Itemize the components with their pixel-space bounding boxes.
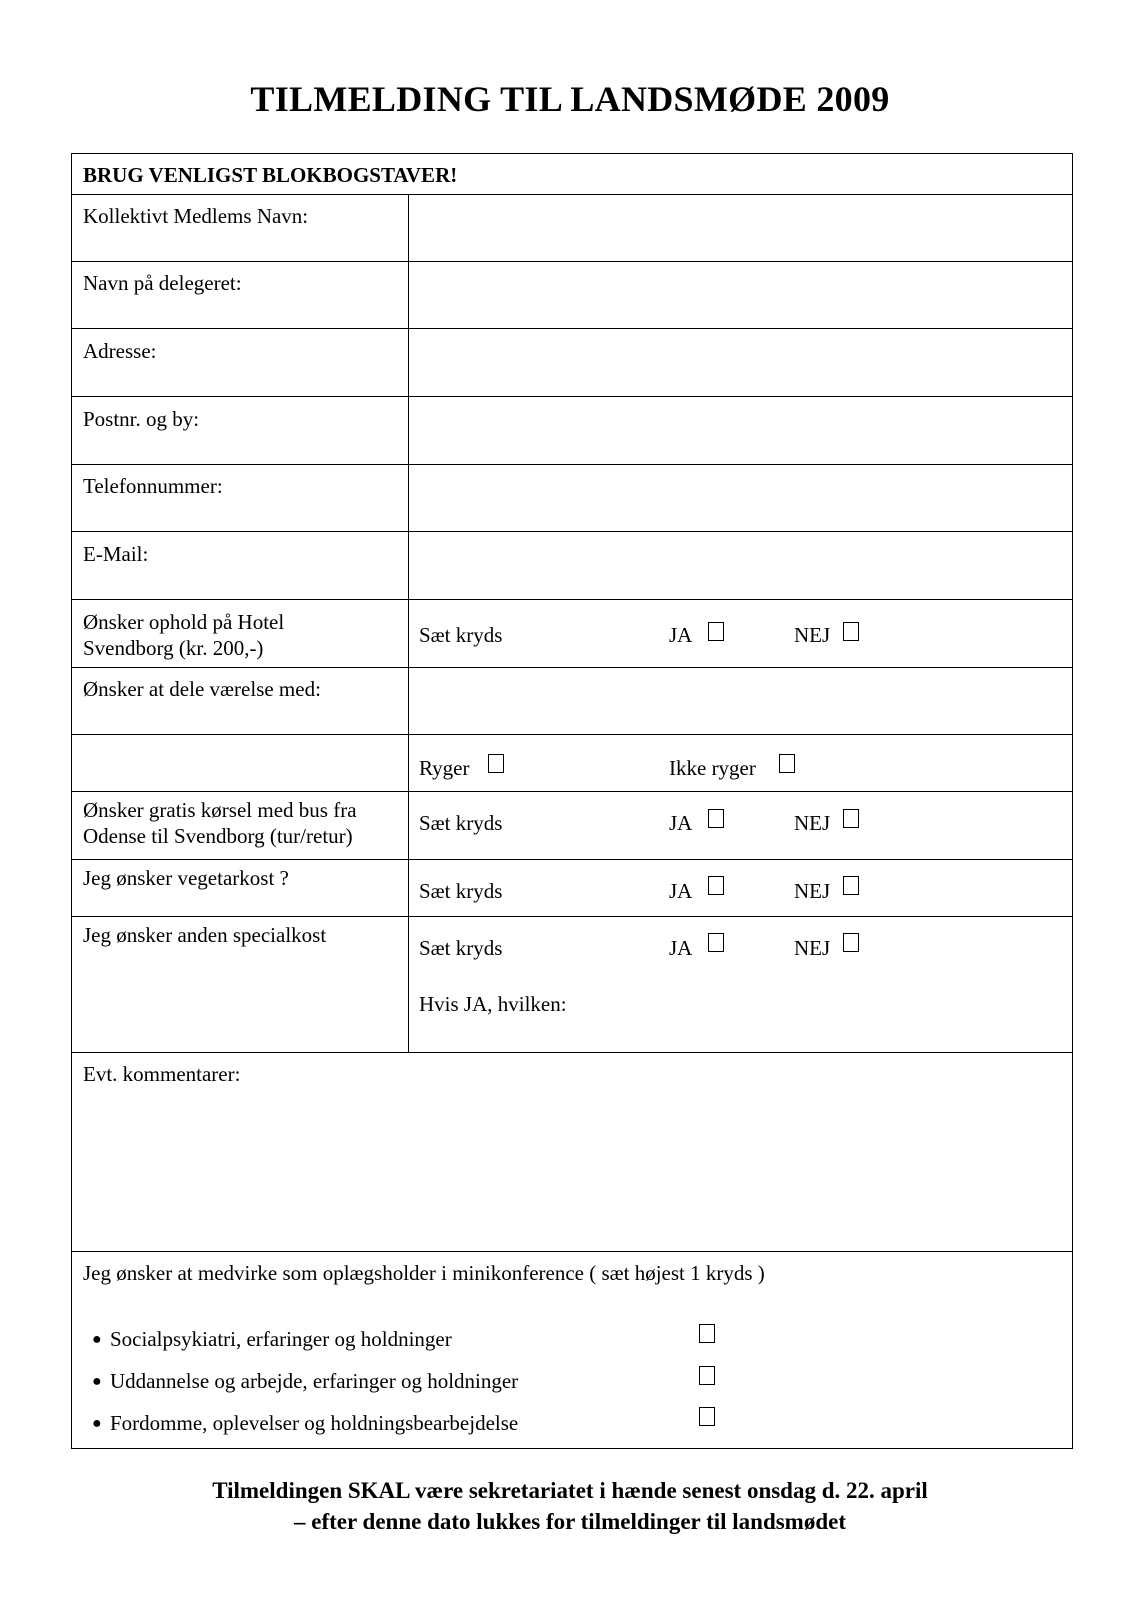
row-divider: [72, 859, 1072, 860]
row-divider: [72, 599, 1072, 600]
deadline-line-1: Tilmeldingen SKAL være sekretariatet i hænde senest onsdag d. 22. april: [212, 1478, 928, 1503]
speaker-option-2-label: Uddannelse og arbejde, erfaringer og holdninger: [110, 1369, 519, 1393]
speaker-option-1-label: Socialpsykiatri, erfaringer og holdninger: [110, 1327, 452, 1351]
row-divider: [72, 194, 1072, 195]
bus-label-line1: Ønsker gratis kørsel med bus fra: [83, 798, 357, 822]
row-divider: [72, 734, 1072, 735]
column-divider: [408, 194, 409, 1052]
special-diet-which-label: Hvis JA, hvilken:: [419, 992, 567, 1016]
hotel-label-line1: Ønsker ophold på Hotel: [83, 610, 285, 634]
bus-no-checkbox[interactable]: [843, 809, 859, 828]
bus-yes-checkbox[interactable]: [708, 809, 724, 828]
address-label: Adresse:: [83, 339, 157, 363]
page-title: TILMELDING TIL LANDSMØDE 2009: [250, 79, 890, 119]
bullet-icon: ●: [92, 1373, 102, 1390]
special-diet-mark-label: Sæt kryds: [419, 936, 503, 960]
bus-label-line2: Odense til Svendborg (tur/retur): [83, 824, 353, 848]
speaker-option-3-label: Fordomme, oplevelser og holdningsbearbejdelse: [110, 1411, 519, 1435]
vegetarian-yes-label: JA: [669, 879, 693, 903]
hotel-yes-checkbox[interactable]: [708, 622, 724, 641]
row-divider: [72, 1251, 1072, 1252]
bus-mark-label: Sæt kryds: [419, 811, 503, 835]
non-smoker-label: Ikke ryger: [669, 756, 756, 780]
vegetarian-yes-checkbox[interactable]: [708, 876, 724, 895]
vegetarian-mark-label: Sæt kryds: [419, 879, 503, 903]
vegetarian-label: Jeg ønsker vegetarkost ?: [83, 866, 289, 890]
row-divider: [72, 531, 1072, 532]
row-divider: [72, 464, 1072, 465]
speaker-prompt: Jeg ønsker at medvirke som oplægsholder i minikonference ( sæt højest 1 kryds ): [83, 1261, 765, 1285]
row-divider: [72, 328, 1072, 329]
speaker-option-1-checkbox[interactable]: [699, 1324, 715, 1343]
special-diet-label: Jeg ønsker anden specialkost: [83, 923, 327, 947]
bus-no-label: NEJ: [794, 811, 831, 835]
row-divider: [72, 791, 1072, 792]
phone-label: Telefonnummer:: [83, 474, 223, 498]
non-smoker-checkbox[interactable]: [779, 754, 795, 773]
bus-yes-label: JA: [669, 811, 693, 835]
row-divider: [72, 261, 1072, 262]
room-share-label: Ønsker at dele værelse med:: [83, 677, 321, 701]
special-diet-no-label: NEJ: [794, 936, 831, 960]
registration-form: [71, 153, 1073, 1449]
row-divider: [72, 396, 1072, 397]
row-divider: [72, 667, 1072, 668]
email-label: E-Mail:: [83, 542, 149, 566]
delegate-name-label: Navn på delegeret:: [83, 271, 242, 295]
bullet-icon: ●: [92, 1331, 102, 1348]
special-diet-yes-checkbox[interactable]: [708, 933, 724, 952]
speaker-option-3-checkbox[interactable]: [699, 1407, 715, 1426]
hotel-no-label: NEJ: [794, 623, 831, 647]
special-diet-yes-label: JA: [669, 936, 693, 960]
bullet-icon: ●: [92, 1415, 102, 1432]
postal-city-label: Postnr. og by:: [83, 407, 200, 431]
comments-label: Evt. kommentarer:: [83, 1062, 241, 1086]
vegetarian-no-label: NEJ: [794, 879, 831, 903]
smoker-label: Ryger: [419, 756, 470, 780]
hotel-yes-label: JA: [669, 623, 693, 647]
hotel-label-line2: Svendborg (kr. 200,-): [83, 636, 264, 660]
hotel-mark-label: Sæt kryds: [419, 623, 503, 647]
speaker-option-2-checkbox[interactable]: [699, 1366, 715, 1385]
hotel-no-checkbox[interactable]: [843, 622, 859, 641]
smoker-checkbox[interactable]: [488, 754, 504, 773]
vegetarian-no-checkbox[interactable]: [843, 876, 859, 895]
deadline-line-2: – efter denne dato lukkes for tilmeldinger til landsmødet: [294, 1509, 846, 1534]
member-name-label: Kollektivt Medlems Navn:: [83, 204, 309, 228]
instruction-text: BRUG VENLIGST BLOKBOGSTAVER!: [83, 163, 458, 187]
special-diet-no-checkbox[interactable]: [843, 933, 859, 952]
row-divider: [72, 1052, 1072, 1053]
row-divider: [72, 916, 1072, 917]
